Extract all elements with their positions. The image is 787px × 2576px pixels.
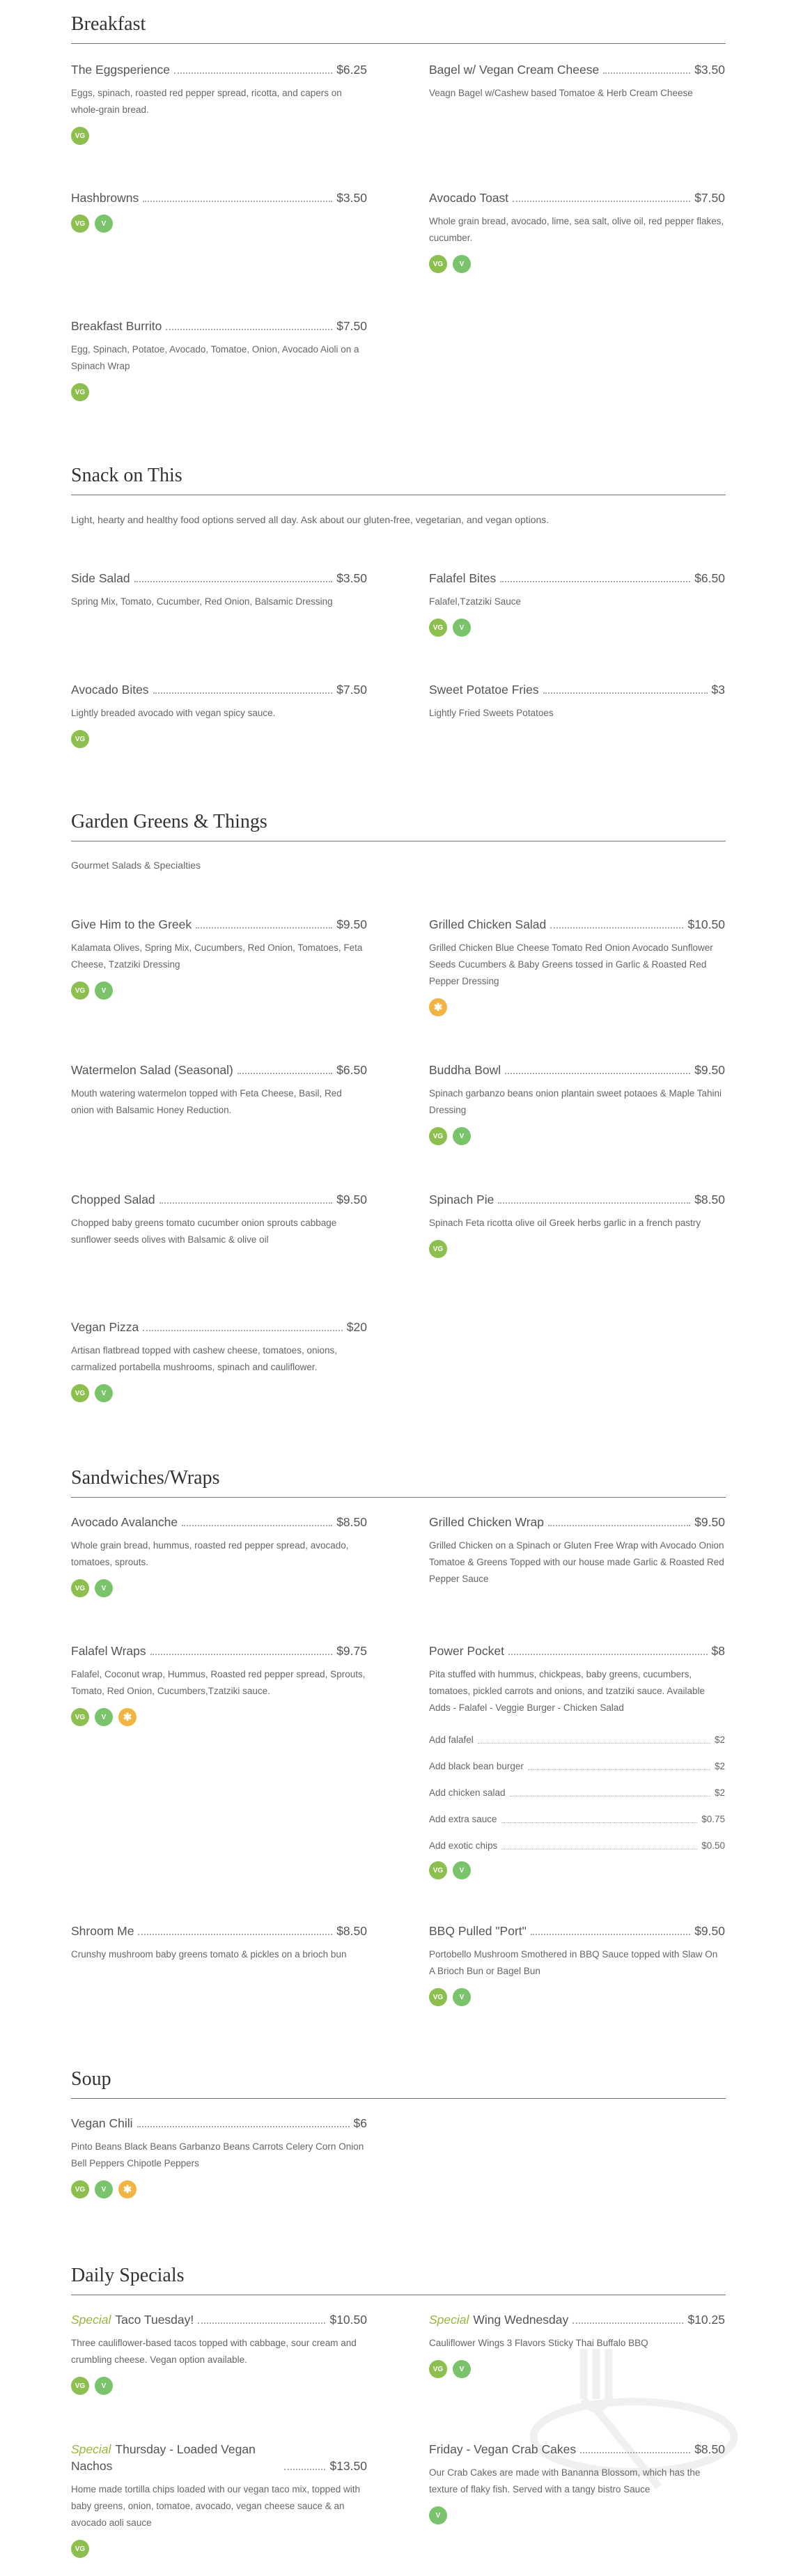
addon-list <box>429 1721 725 1853</box>
menu-item-title: Falafel Wraps <box>71 1644 146 1658</box>
menu-item-title: Vegan Chili <box>71 2116 133 2130</box>
addon-name: Add exotic chips <box>429 1840 498 1851</box>
dotted-leader <box>510 1796 710 1797</box>
menu-item-description: Lightly Fried Sweets Potatoes <box>429 708 554 718</box>
vegan-badge-icon: V <box>95 1384 113 1402</box>
menu-item <box>429 1923 725 2006</box>
menu-item-header <box>71 2441 367 2474</box>
vegetarian-badge-icon: VG <box>71 2180 89 2198</box>
diet-badges <box>429 1861 725 1879</box>
addon-row <box>429 1826 725 1853</box>
diet-badges <box>71 127 367 145</box>
menu-item-price: $6.25 <box>336 63 367 77</box>
menu-item <box>429 1643 725 1879</box>
dotted-leader <box>159 1202 333 1204</box>
menu-item-name <box>429 1643 504 1659</box>
menu-item-title: Grilled Chicken Salad <box>429 917 547 931</box>
menu-item-title: Taco Tuesday! <box>115 2313 194 2327</box>
menu-item-price: $7.50 <box>336 319 367 333</box>
menu-item-title: Buddha Bowl <box>429 1063 501 1077</box>
menu-item-title: Spinach Pie <box>429 1193 494 1206</box>
menu-item-name <box>429 61 599 78</box>
menu-item-header <box>429 570 725 587</box>
vegan-badge-icon: V <box>95 2377 113 2395</box>
menu-item-header <box>429 1191 725 1208</box>
section-title: Breakfast <box>71 13 146 35</box>
addon-name: Add falafel <box>429 1735 474 1745</box>
menu-item <box>429 1062 725 1145</box>
menu-item-price: $9.50 <box>336 917 367 931</box>
diet-badges <box>71 730 367 748</box>
menu-item-name <box>71 2311 194 2328</box>
vegan-badge-icon: V <box>453 1861 471 1879</box>
vegan-badge-icon: V <box>453 1127 471 1145</box>
dotted-leader <box>498 1202 690 1204</box>
menu-item <box>71 61 367 145</box>
menu-item-header <box>429 1514 725 1530</box>
menu-item-description: Mouth watering watermelon topped with Feta Cheese, Basil, Red onion with Balsamic Honey Reduction. <box>71 1088 342 1115</box>
dotted-leader <box>150 1654 333 1655</box>
dotted-leader <box>174 72 332 74</box>
vegetarian-badge-icon: VG <box>429 619 447 637</box>
menu-item-title: Power Pocket <box>429 1644 504 1658</box>
menu-item <box>429 189 725 273</box>
menu-item-header <box>71 1191 367 1208</box>
dotted-leader <box>134 581 333 582</box>
dotted-leader <box>508 1654 708 1655</box>
diet-badges <box>71 2180 367 2198</box>
gluten-free-badge-icon: ✱ <box>118 1708 137 1726</box>
section-divider <box>71 43 726 44</box>
vegetarian-badge-icon: VG <box>71 1708 89 1726</box>
menu-item-name <box>71 318 162 334</box>
diet-badges <box>71 215 367 233</box>
menu-item-description: Pinto Beans Black Beans Garbanzo Beans Carrots Celery Corn Onion Bell Peppers Chipotle Peppers <box>71 2141 364 2168</box>
addon-row <box>429 1747 725 1774</box>
menu-item-description: Three cauliflower-based tacos topped with cabbage, sour cream and crumbling cheese. Vegan option available. <box>71 2338 357 2365</box>
gluten-free-badge-icon: ✱ <box>118 2180 137 2198</box>
menu-item-name <box>71 570 130 587</box>
menu-item <box>71 318 367 401</box>
vegan-badge-icon: V <box>95 1708 113 1726</box>
menu-item <box>71 1191 367 1248</box>
dotted-leader <box>513 201 690 202</box>
menu-item-title: Bagel w/ Vegan Cream Cheese <box>429 63 600 77</box>
menu-item-name <box>71 1514 178 1530</box>
menu-item-price: $9.50 <box>694 1924 725 1938</box>
section-title: Sandwiches/Wraps <box>71 1467 220 1489</box>
diet-badges <box>429 1240 725 1258</box>
section-description: Light, hearty and healthy food options served all day. Ask about our gluten-free, vegetarian, and vegan options. <box>71 514 550 525</box>
menu-item-title: Give Him to the Greek <box>71 917 192 931</box>
vegetarian-badge-icon: VG <box>429 255 447 273</box>
menu-item-price: $8 <box>711 1644 725 1658</box>
menu-item <box>71 1319 367 1402</box>
dotted-leader <box>166 329 332 330</box>
menu-item-title: Falafel Bites <box>429 571 497 585</box>
menu-item-header <box>429 1923 725 1939</box>
diet-badges <box>429 1127 725 1145</box>
menu-item-name <box>71 681 149 698</box>
diet-badges <box>71 1579 367 1597</box>
vegetarian-badge-icon: VG <box>429 1861 447 1879</box>
addon-name: Add extra sauce <box>429 1814 497 1824</box>
vegan-badge-icon: V <box>453 1988 471 2006</box>
menu-item-title: Sweet Potatoe Fries <box>429 683 539 697</box>
dotted-leader <box>550 927 683 929</box>
menu-item-header <box>71 2311 367 2328</box>
menu-item <box>71 2441 367 2558</box>
menu-item-title: Hashbrowns <box>71 191 139 205</box>
menu-item-description: Our Crab Cakes are made with Bananna Blossom, which has the texture of flaky fish. Served with a tangy bistro Sauce <box>429 2467 701 2494</box>
menu-item-header <box>71 318 367 334</box>
menu-item-price: $8.50 <box>336 1515 367 1529</box>
menu-item-header <box>429 681 725 698</box>
menu-item-description: Home made tortilla chips loaded with our vegan taco mix, topped with baby greens, onion, tomatoe, avocado, vegan cheese sauce & an avocado aoli sauce <box>71 2484 360 2528</box>
addon-name: Add black bean burger <box>429 1761 524 1771</box>
vegetarian-badge-icon: VG <box>71 2540 89 2558</box>
addon-row <box>429 1800 725 1826</box>
menu-item-header <box>71 61 367 78</box>
dotted-leader <box>505 1073 690 1074</box>
menu-item-description: Falafel,Tzatziki Sauce <box>429 596 522 607</box>
menu-item-description: Artisan flatbread topped with cashew cheese, tomatoes, onions, carmalized portabella mushrooms, spinach and cauliflower. <box>71 1345 337 1372</box>
dotted-leader <box>138 1934 332 1935</box>
diet-badges <box>71 1708 367 1726</box>
menu-item-header <box>429 61 725 78</box>
menu-item-description: Cauliflower Wings 3 Flavors Sticky Thai Buffalo BBQ <box>429 2338 648 2348</box>
menu-item-name <box>71 1062 233 1078</box>
menu-item-description: Falafel, Coconut wrap, Hummus, Roasted red pepper spread, Sprouts, Tomato, Red Onion, Cucumbers,Tzatziki sauce. <box>71 1669 366 1696</box>
fork-watermark-icon <box>508 2292 759 2556</box>
vegetarian-badge-icon: VG <box>71 2377 89 2395</box>
addon-name: Add chicken salad <box>429 1787 506 1798</box>
section-title: Soup <box>71 2068 111 2090</box>
section-divider <box>71 1497 726 1498</box>
menu-item-price: $20 <box>346 1320 367 1334</box>
menu-item-title: Wing Wednesday <box>473 2313 569 2327</box>
menu-item-name <box>71 1191 155 1208</box>
section-title: Garden Greens & Things <box>71 811 267 832</box>
menu-item-price: $7.50 <box>694 191 725 205</box>
dotted-leader <box>284 2469 325 2470</box>
menu-item-name <box>71 916 192 933</box>
menu-item <box>429 61 725 102</box>
menu-item-name <box>429 570 496 587</box>
diet-badges <box>429 998 725 1016</box>
addon-price: $2 <box>714 1761 725 1771</box>
menu-item-title: Friday - Vegan Crab Cakes <box>429 2442 577 2456</box>
menu-item-name <box>71 1643 146 1659</box>
menu-item-price: $9.50 <box>694 1515 725 1529</box>
menu-item-header <box>429 1643 725 1659</box>
special-tag: Special <box>71 2313 111 2327</box>
dotted-leader <box>500 581 690 582</box>
dotted-leader <box>501 1822 698 1823</box>
menu-item-price: $9.50 <box>336 1193 367 1206</box>
menu-item-name <box>71 189 139 206</box>
menu-item-name <box>71 2441 280 2474</box>
dotted-leader <box>143 201 332 202</box>
diet-badges <box>429 619 725 637</box>
menu-item-header <box>71 1514 367 1530</box>
dotted-leader <box>198 2322 325 2324</box>
menu-item-description: Whole grain bread, avocado, lime, sea salt, olive oil, red pepper flakes, cucumber. <box>429 216 724 243</box>
vegan-badge-icon: V <box>95 1579 113 1597</box>
menu-item <box>71 1062 367 1119</box>
vegan-badge-icon: V <box>453 2360 471 2378</box>
menu-item-description: Spinach garbanzo beans onion plantain sweet potaoes & Maple Tahini Dressing <box>429 1088 722 1115</box>
dotted-leader <box>153 692 333 694</box>
dotted-leader <box>143 1330 343 1331</box>
dotted-leader <box>182 1525 332 1526</box>
menu-item-header <box>71 570 367 587</box>
menu-item-price: $10.50 <box>329 2313 367 2327</box>
menu-item-title: Chopped Salad <box>71 1193 155 1206</box>
menu-item-price: $3.50 <box>336 191 367 205</box>
menu-item-description: Veagn Bagel w/Cashew based Tomatoe & Herb Cream Cheese <box>429 88 693 98</box>
menu-item-description: Grilled Chicken Blue Cheese Tomato Red Onion Avocado Sunflower Seeds Cucumbers & Baby Greens tossed in Garlic & Roasted Red Pepper Dressing <box>429 942 713 986</box>
diet-badges <box>429 255 725 273</box>
vegan-badge-icon: V <box>95 2180 113 2198</box>
menu-item-title: Avocado Avalanche <box>71 1515 178 1529</box>
vegetarian-badge-icon: VG <box>429 1127 447 1145</box>
vegetarian-badge-icon: VG <box>71 215 89 233</box>
menu-item-name <box>429 1923 527 1939</box>
menu-item <box>71 2311 367 2395</box>
menu-item-header <box>429 1062 725 1078</box>
vegan-badge-icon: V <box>453 619 471 637</box>
vegan-badge-icon: V <box>95 215 113 233</box>
menu-item-description: Whole grain bread, hummus, roasted red pepper spread, avocado, tomatoes, sprouts. <box>71 1540 349 1567</box>
vegan-badge-icon: V <box>429 2506 447 2524</box>
dotted-leader <box>196 927 332 929</box>
menu-item <box>429 570 725 637</box>
diet-badges <box>71 981 367 1000</box>
menu-item-header <box>71 2115 367 2132</box>
menu-item-title: Avocado Bites <box>71 683 149 697</box>
menu-item-description: Spring Mix, Tomato, Cucumber, Red Onion, Balsamic Dressing <box>71 596 333 607</box>
menu-item-header <box>71 189 367 206</box>
menu-item-header <box>429 189 725 206</box>
menu-item-price: $8.50 <box>694 2442 725 2456</box>
menu-item-price: $8.50 <box>694 1193 725 1206</box>
vegetarian-badge-icon: VG <box>71 1579 89 1597</box>
menu-item <box>71 189 367 233</box>
menu-item-price: $3.50 <box>694 63 725 77</box>
menu-item-name <box>429 1514 544 1530</box>
menu-item-title: Side Salad <box>71 571 130 585</box>
menu-item-description: Grilled Chicken on a Spinach or Gluten Free Wrap with Avocado Onion Tomatoe & Greens Topped with our house made Garlic & Roasted Red Pepper Sauce <box>429 1540 724 1584</box>
menu-item-price: $3.50 <box>336 571 367 585</box>
menu-item-price: $6.50 <box>694 571 725 585</box>
dotted-leader <box>237 1073 332 1074</box>
menu-item-title: Thursday - Loaded Vegan Nachos <box>71 2442 256 2473</box>
addon-row <box>429 1721 725 1747</box>
menu-item-name <box>429 1191 494 1208</box>
menu-item-price: $3 <box>711 683 725 697</box>
menu-item-description: Eggs, spinach, roasted red pepper spread, ricotta, and capers on whole-grain bread. <box>71 88 342 115</box>
menu-item <box>71 1514 367 1597</box>
menu-item-header <box>71 1923 367 1939</box>
menu-item-price: $9.75 <box>336 1644 367 1658</box>
menu-item <box>429 916 725 1016</box>
menu-item <box>71 1643 367 1726</box>
menu-item <box>71 681 367 748</box>
menu-item-title: Watermelon Salad (Seasonal) <box>71 1063 233 1077</box>
vegetarian-badge-icon: VG <box>71 981 89 1000</box>
menu-item <box>71 570 367 610</box>
menu-item-price: $6.50 <box>336 1063 367 1077</box>
addon-price: $2 <box>714 1787 725 1798</box>
menu-item-title: Vegan Pizza <box>71 1320 139 1334</box>
menu-item-title: Breakfast Burrito <box>71 319 162 333</box>
diet-badges <box>71 383 367 401</box>
menu-item-description: Portobello Mushroom Smothered in BBQ Sauce topped with Slaw On A Brioch Bun or Bagel Bun <box>429 1949 718 1976</box>
diet-badges <box>429 1988 725 2006</box>
menu-item-description: Spinach Feta ricotta olive oil Greek herbs garlic in a french pastry <box>429 1218 701 1228</box>
vegetarian-badge-icon: VG <box>71 127 89 145</box>
vegan-badge-icon: V <box>453 255 471 273</box>
menu-item-title: Grilled Chicken Wrap <box>429 1515 545 1529</box>
menu-item-header <box>71 1062 367 1078</box>
menu-item-description: Egg, Spinach, Potatoe, Avocado, Tomatoe, Onion, Avocado Aioli on a Spinach Wrap <box>71 344 359 371</box>
menu-item-header <box>71 1319 367 1335</box>
menu-item-header <box>71 681 367 698</box>
menu-item-header <box>429 916 725 933</box>
menu-item-price: $6 <box>353 2116 367 2130</box>
menu-item-name <box>71 1923 134 1939</box>
menu-item-description: Lightly breaded avocado with vegan spicy sauce. <box>71 708 276 718</box>
dotted-leader <box>543 692 708 694</box>
menu-item-price: $7.50 <box>336 683 367 697</box>
addon-row <box>429 1774 725 1800</box>
menu-item-header <box>71 916 367 933</box>
menu-item-name <box>71 1319 139 1335</box>
menu-item-title: Avocado Toast <box>429 191 509 205</box>
addon-price: $0.75 <box>701 1814 725 1824</box>
vegetarian-badge-icon: VG <box>71 730 89 748</box>
vegetarian-badge-icon: VG <box>429 2360 447 2378</box>
diet-badges <box>71 1384 367 1402</box>
menu-item-name <box>429 189 508 206</box>
menu-item-name <box>429 681 539 698</box>
menu-item <box>429 1514 725 1588</box>
special-tag: Special <box>429 2313 469 2327</box>
addon-price: $2 <box>714 1735 725 1745</box>
menu-item-price: $13.50 <box>329 2459 367 2473</box>
menu-item <box>71 916 367 1000</box>
menu-item-header <box>71 1643 367 1659</box>
menu-item-price: $10.50 <box>687 917 725 931</box>
gluten-free-badge-icon: ✱ <box>429 998 447 1016</box>
vegan-badge-icon: V <box>95 981 113 1000</box>
diet-badges <box>71 2377 367 2395</box>
vegetarian-badge-icon: VG <box>429 1240 447 1258</box>
menu-item-name <box>71 2115 133 2132</box>
menu-item-title: BBQ Pulled "Port" <box>429 1924 527 1938</box>
vegetarian-badge-icon: VG <box>71 1384 89 1402</box>
menu-item <box>429 681 725 722</box>
menu-item-description: Chopped baby greens tomato cucumber onion sprouts cabbage sunflower seeds olives with Balsamic & olive oil <box>71 1218 337 1245</box>
menu-item-description: Pita stuffed with hummus, chickpeas, baby greens, cucumbers, tomatoes, pickled carrots and onions, and tzatziki sauce. Available Adds - Falafel - Veggie Burger - Chicken Salad <box>429 1669 705 1713</box>
menu-item-title: The Eggsperience <box>71 63 171 77</box>
section-title: Daily Specials <box>71 2265 185 2286</box>
dotted-leader <box>478 1743 710 1744</box>
vegetarian-badge-icon: VG <box>71 383 89 401</box>
menu-item <box>429 1191 725 1258</box>
dotted-leader <box>603 72 690 74</box>
diet-badges <box>71 2540 367 2558</box>
section-description: Gourmet Salads & Specialties <box>71 860 201 871</box>
menu-item-name <box>429 1062 501 1078</box>
dotted-leader <box>137 2126 350 2127</box>
menu-item-price: $9.50 <box>694 1063 725 1077</box>
special-tag: Special <box>71 2442 111 2456</box>
dotted-leader <box>548 1525 690 1526</box>
menu-item-description: Kalamata Olives, Spring Mix, Cucumbers, Red Onion, Tomatoes, Feta Cheese, Tzatziki Dressing <box>71 942 363 970</box>
menu-item-price: $10.25 <box>687 2313 725 2327</box>
menu-item <box>71 2115 367 2198</box>
menu-item <box>71 1923 367 1963</box>
addon-price: $0.50 <box>701 1840 725 1851</box>
section-title: Snack on This <box>71 465 182 486</box>
vegetarian-badge-icon: VG <box>429 1988 447 2006</box>
menu-item-price: $8.50 <box>336 1924 367 1938</box>
dotted-leader <box>531 1934 690 1935</box>
section-divider <box>71 2098 726 2099</box>
menu-item-title: Shroom Me <box>71 1924 134 1938</box>
dotted-leader <box>528 1769 710 1770</box>
menu-item-name <box>71 61 170 78</box>
menu-item-name <box>429 916 546 933</box>
menu-item-description: Crunshy mushroom baby greens tomato & pickles on a brioch bun <box>71 1949 347 1960</box>
